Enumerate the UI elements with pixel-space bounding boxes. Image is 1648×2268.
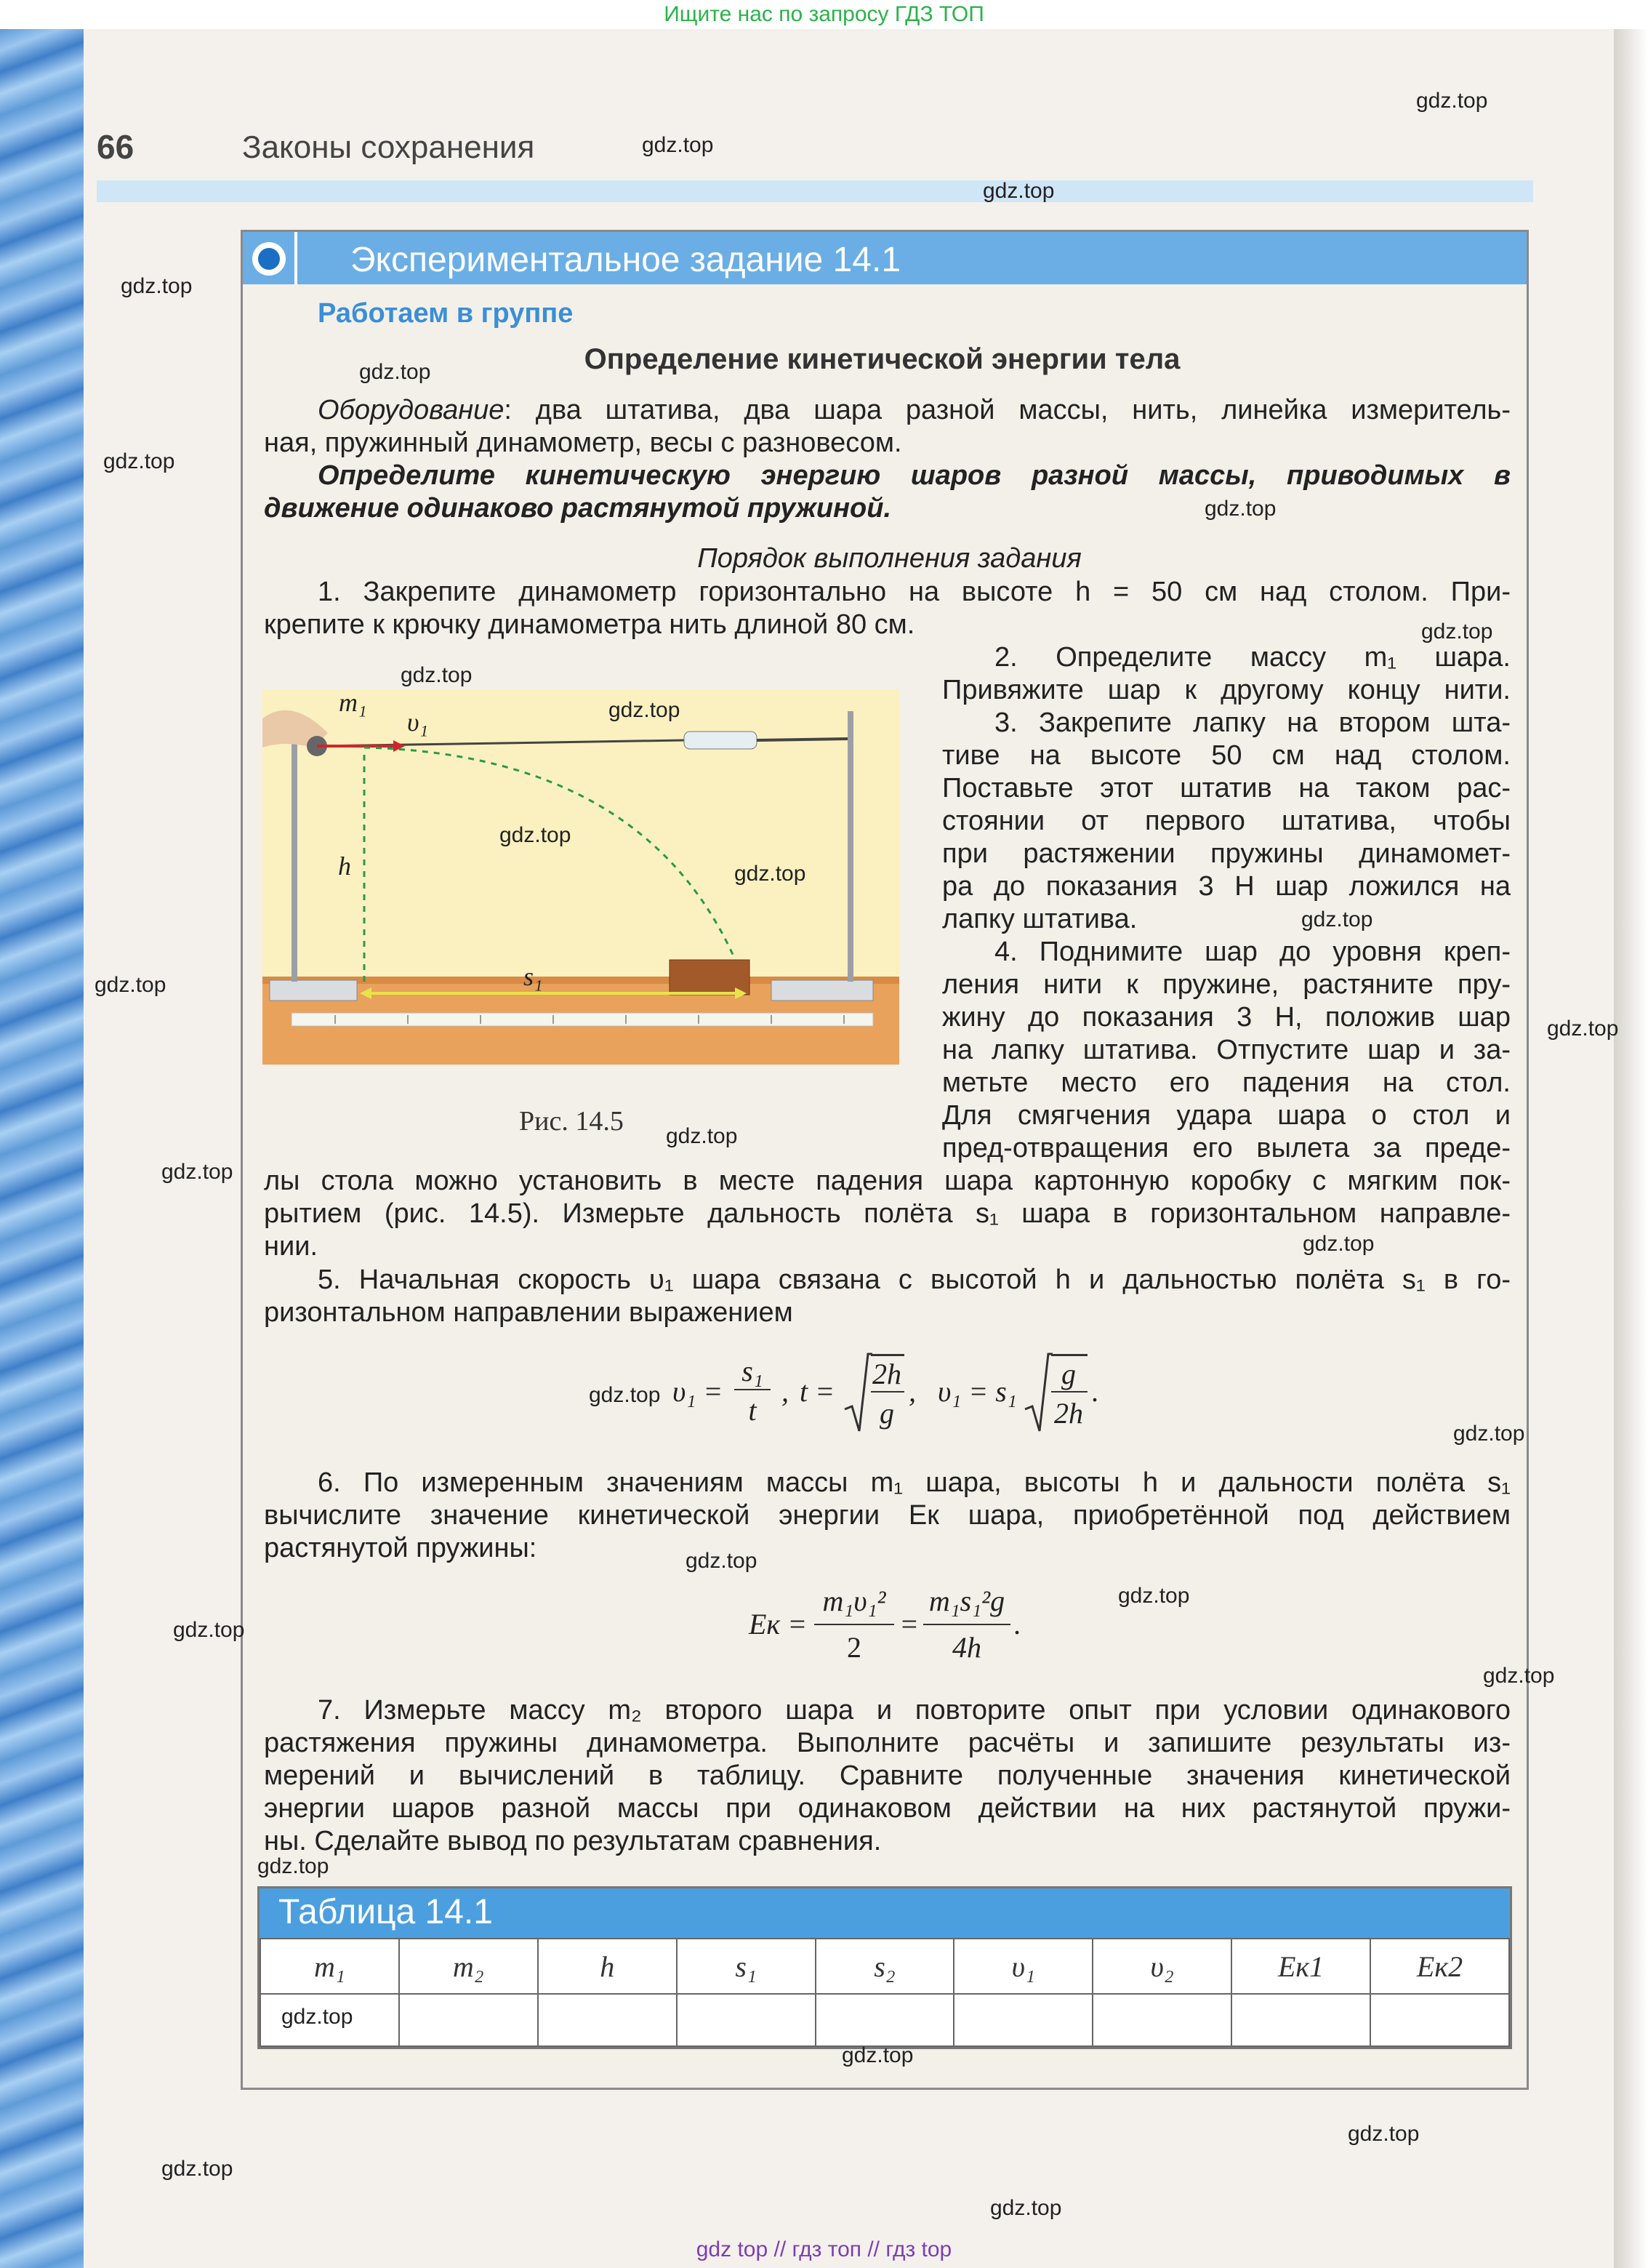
watermark: gdz.top xyxy=(1453,1422,1525,1446)
table-cell xyxy=(399,1994,538,2046)
step4-line-5: метьте место его падения на стол. xyxy=(942,1067,1511,1098)
table-cell xyxy=(954,1994,1093,2046)
watermark: gdz.top xyxy=(666,1124,738,1148)
equipment-line-2: ная, пружинный динамометр, весы с разновесом. xyxy=(264,428,902,458)
step4-line-9: рытием (рис. 14.5). Измерьте дальность полёта s₁ шара в горизонтальном направле- xyxy=(264,1198,1511,1229)
step3-line-1: 3. Закрепите лапку на втором шта- xyxy=(994,708,1511,738)
formula-v1-lhs: υ₁ = xyxy=(672,1375,723,1408)
figure-caption: Рис. 14.5 xyxy=(519,1106,624,1137)
label-v1: υ₁ xyxy=(407,708,429,737)
bullet-icon-core xyxy=(258,248,280,270)
formula-v1b-numerator: g xyxy=(1061,1358,1076,1390)
step1-line-2: крепите к крючку динамометра нить длиной 80 см. xyxy=(264,609,915,640)
watermark: gdz.top xyxy=(1303,1232,1375,1256)
step2-line-1: 2. Определите массу m₁ шара. xyxy=(994,642,1511,673)
watermark: gdz.top xyxy=(1205,497,1277,521)
watermark: gdz.top xyxy=(1118,1584,1190,1608)
table-row xyxy=(260,1994,1509,2046)
watermark: gdz.top xyxy=(161,2157,233,2181)
formula-period: . xyxy=(1014,1608,1021,1640)
fraction-bar xyxy=(871,1391,904,1393)
equipment-label: Оборудование xyxy=(318,395,505,425)
watermark: gdz.top xyxy=(686,1549,757,1573)
formula-ek-a-numerator: m₁υ₁² xyxy=(822,1584,886,1617)
watermark: gdz.top xyxy=(983,179,1055,203)
formula-v1-numerator: s₁ xyxy=(741,1355,763,1387)
step3-line-6: ра до показания 3 Н шар ложился на xyxy=(942,871,1511,902)
table-header-cell: s₁ xyxy=(677,1939,816,1994)
step4-line-4: на лапку штатива. Отпустите шар и за- xyxy=(942,1035,1511,1065)
step7-line-1: 7. Измерьте массу m₂ второго шара и повторите опыт при условии одинакового xyxy=(318,1695,1511,1726)
step1-line-1: 1. Закрепите динамометр горизонтально на высоте h = 50 см над столом. При- xyxy=(318,577,1511,607)
step4-line-3: жину до показания 3 Н, положив шар xyxy=(942,1002,1511,1033)
equipment-line-1 xyxy=(318,394,1511,427)
fraction-bar xyxy=(814,1624,894,1625)
step6-line-3: растянутой пружины: xyxy=(264,1533,537,1563)
table-header-cell: υ₁ xyxy=(954,1939,1093,1994)
label-s1: s₁ xyxy=(523,962,543,991)
step7-line-3: мерений и вычислений в таблицу. Сравните полученные значения кинетической xyxy=(264,1760,1511,1791)
step4-line-2: ления нити к пружине, растяните пру- xyxy=(942,969,1511,1000)
table-header-cell: Eк1 xyxy=(1231,1939,1370,1994)
formula-comma: , xyxy=(781,1375,789,1408)
table-header-cell: Eк2 xyxy=(1370,1939,1509,1994)
step5-line-2: ризонтальном направлении выражением xyxy=(264,1297,793,1328)
formula-ek-b-denominator: 4h xyxy=(952,1631,981,1664)
table-cell xyxy=(1231,1994,1370,2046)
formula-v1b-lhs: υ₁ = s₁ xyxy=(938,1375,1017,1408)
table-cell xyxy=(677,1994,816,2046)
results-table xyxy=(260,1938,1510,2047)
formula-ek-a-denominator: 2 xyxy=(847,1631,861,1664)
formula-t-denominator: g xyxy=(880,1397,894,1430)
watermark: gdz.top xyxy=(608,698,680,722)
step7-line-4: энергии шаров разной массы при одинаковом действии на них растянутой пружи- xyxy=(264,1793,1511,1824)
step4-line-7: пред-отвращения его вылета за преде- xyxy=(942,1133,1511,1163)
step3-line-3: Поставьте этот штатив на таком рас- xyxy=(942,773,1511,804)
table-header-cell: m₂ xyxy=(399,1939,538,1994)
step5-line-1: 5. Начальная скорость υ₁ шара связана с высотой h и дальностью полёта s₁ в го- xyxy=(318,1265,1511,1295)
table-header-cell: m₁ xyxy=(260,1939,399,1994)
equipment-text: : два штатива, два шара разной массы, нить, линейка измеритель- xyxy=(504,395,1511,425)
watermark: gdz.top xyxy=(1348,2122,1420,2146)
step3-line-2: тиве на высоте 50 см над столом. xyxy=(942,740,1511,771)
header-divider xyxy=(294,232,297,284)
watermark: gdz.top xyxy=(95,973,166,997)
watermark: gdz.top xyxy=(1483,1664,1555,1688)
watermark: gdz.top xyxy=(121,274,193,298)
fraction-bar xyxy=(923,1624,1010,1625)
watermark: gdz.top xyxy=(281,2005,353,2029)
watermark: gdz.top xyxy=(257,1854,329,1878)
table-header-cell: s₂ xyxy=(816,1939,954,1994)
header-rule xyxy=(97,180,1533,202)
fraction-bar xyxy=(1051,1391,1088,1393)
step6-line-2: вычислите значение кинетической энергии Eк шара, приобретённой под действием xyxy=(264,1500,1511,1531)
table-header-cell: υ₂ xyxy=(1093,1939,1231,1994)
formula-ek-lhs: Eк = xyxy=(749,1608,808,1640)
step2-line-2: Привяжите шар к другому концу нити. xyxy=(942,675,1511,705)
formula-v1-denominator: t xyxy=(748,1394,757,1427)
results-table-title: Таблица 14.1 xyxy=(278,1893,493,1931)
step4-line-1: 4. Поднимите шар до уровня креп- xyxy=(994,937,1511,967)
watermark: gdz.top xyxy=(589,1383,661,1407)
watermark: gdz.top xyxy=(842,2043,914,2067)
bottom-links[interactable]: gdz top // гдз топ // гдз top xyxy=(696,2237,952,2261)
formula-period: . xyxy=(1092,1375,1099,1408)
label-h: h xyxy=(338,851,351,881)
watermark: gdz.top xyxy=(359,360,431,384)
table-header-row xyxy=(260,1939,1509,1994)
table-cell xyxy=(538,1994,677,2046)
label-m1: m₁ xyxy=(339,688,367,717)
top-banner[interactable]: Ищите нас по запросу ГДЗ ТОП xyxy=(664,2,984,26)
watermark: gdz.top xyxy=(734,862,806,886)
task-statement-line-2: движение одинаково растянутой пружиной. xyxy=(264,493,892,524)
table-cell xyxy=(1370,1994,1509,2046)
formula-t-lhs: t = xyxy=(800,1375,835,1408)
task-title: Экспериментальное задание 14.1 xyxy=(350,241,901,279)
formula-v1b-denominator: 2h xyxy=(1054,1397,1083,1430)
table-cell xyxy=(1093,1994,1231,2046)
step7-line-5: ны. Сделайте вывод по результатам сравнения. xyxy=(264,1826,882,1856)
watermark: gdz.top xyxy=(103,449,175,473)
step3-line-5: при растяжении пружины динамомет- xyxy=(942,838,1511,869)
step3-line-4: стоянии от первого штатива, чтобы xyxy=(942,806,1511,836)
watermark: gdz.top xyxy=(499,823,571,847)
watermark: gdz.top xyxy=(1421,620,1493,644)
step7-line-2: растяжения пружины динамометра. Выполните расчёты и запишите результаты из- xyxy=(264,1728,1511,1758)
task-subtitle: Определение кинетической энергии тела xyxy=(584,343,1181,375)
chapter-title: Законы сохранения xyxy=(242,129,535,165)
formula-comma: , xyxy=(909,1375,916,1408)
sqrt-bar xyxy=(1051,1354,1088,1356)
formula-equals: = xyxy=(899,1608,919,1640)
watermark: gdz.top xyxy=(642,133,714,157)
formula-ek-b-numerator: m₁s₁²g xyxy=(928,1584,1005,1617)
table-header-cell: h xyxy=(538,1939,677,1994)
watermark: gdz.top xyxy=(1547,1017,1619,1041)
task-statement-line-1: Определите кинетическую энергию шаров разной массы, приводимых в xyxy=(318,460,1511,491)
step3-line-7: лапку штатива. xyxy=(942,904,1138,934)
procedure-heading: Порядок выполнения задания xyxy=(697,543,1082,574)
formula-t-numerator: 2h xyxy=(872,1358,901,1390)
page-number: 66 xyxy=(97,128,134,166)
fraction-bar xyxy=(734,1389,771,1390)
watermark: gdz.top xyxy=(1301,907,1373,931)
watermark: gdz.top xyxy=(173,1618,245,1642)
table-cell xyxy=(816,1994,954,2046)
sqrt-bar xyxy=(871,1354,904,1356)
step6-line-1: 6. По измеренным значениям массы m₁ шара, высоты h и дальности полёта s₁ xyxy=(318,1467,1511,1498)
watermark: gdz.top xyxy=(161,1160,233,1184)
watermark: gdz.top xyxy=(401,663,473,687)
step4-line-8: лы стола можно установить в месте падения шара картонную коробку с мягким пок- xyxy=(264,1166,1511,1196)
watermark: gdz.top xyxy=(1416,89,1488,113)
watermark: gdz.top xyxy=(990,2196,1062,2220)
group-label: Работаем в группе xyxy=(318,298,574,329)
step4-line-10: нии. xyxy=(264,1231,318,1262)
step4-line-6: Для смягчения удара шара о стол и xyxy=(942,1100,1511,1131)
